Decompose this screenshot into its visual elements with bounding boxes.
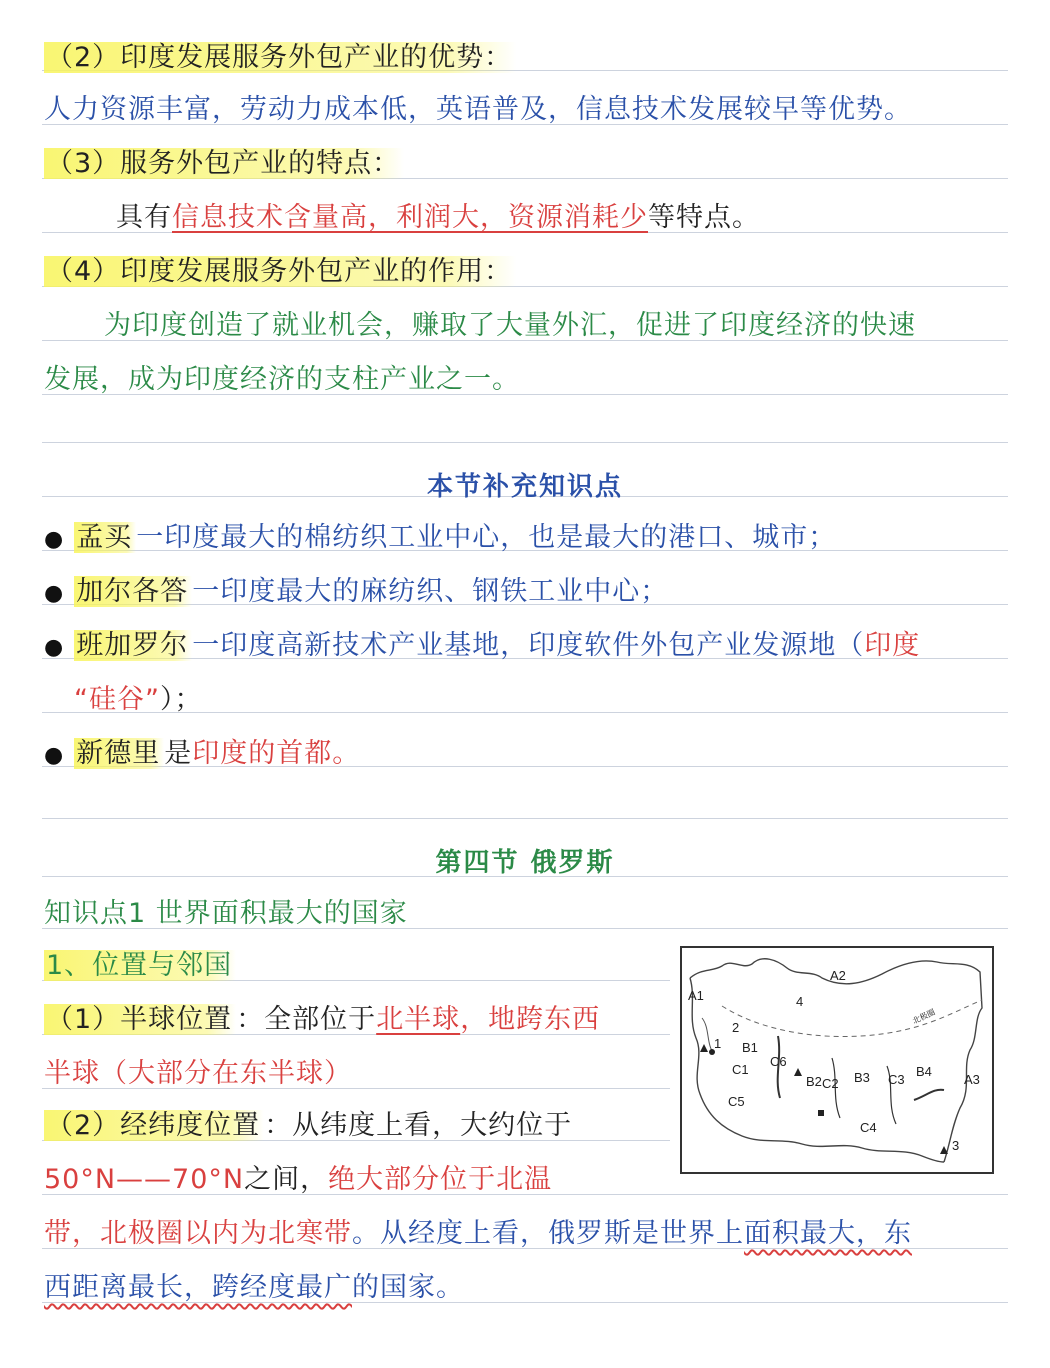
map-label: A1	[688, 988, 704, 1003]
russia-map-svg	[682, 948, 992, 1172]
supplement-item-bangalore	[44, 626, 1004, 668]
q2-title-text: （2）印度发展服务外包产业的优势：	[44, 42, 516, 73]
map-label: B4	[916, 1064, 932, 1079]
latlon-zone: 绝大部分位于北温	[328, 1164, 553, 1195]
hemisphere-north: 北半球	[376, 1004, 461, 1035]
bullet-icon: ●	[44, 635, 65, 660]
map-label: C2	[822, 1076, 839, 1091]
supplement-item-kolkata	[44, 572, 1004, 614]
river-3	[914, 1090, 944, 1100]
hemisphere-rest: ，地跨东西	[460, 1004, 601, 1035]
latlon-line3-blue: 。从经度上看，俄罗斯是世界上	[352, 1218, 744, 1249]
map-label: 3	[952, 1138, 960, 1153]
map-label: 2	[732, 1020, 740, 1035]
q3-prefix: 具有	[116, 202, 172, 233]
q3-title	[44, 144, 1004, 184]
marker-triangle	[794, 1068, 802, 1076]
kp1-title	[44, 894, 1004, 934]
latlon-line4-wavy: 西距离最长，跨经度最广	[44, 1272, 352, 1303]
q2-answer: 人力资源丰富，劳动力成本低，英语普及，信息技术发展较早等优势。	[44, 94, 912, 125]
bangalore-line2-tail: ）；	[159, 684, 203, 715]
city-newdelhi: 新德里	[74, 738, 164, 769]
q3-title-text: （3）服务外包产业的特点：	[44, 148, 404, 179]
russia-heading: 第四节 俄罗斯	[435, 848, 615, 878]
russia-map	[680, 946, 994, 1174]
latlon-line2	[44, 1160, 650, 1200]
supplement-heading: 本节补充知识点	[426, 472, 623, 502]
map-label: C3	[888, 1072, 905, 1087]
bullet-icon: ●	[44, 743, 65, 768]
hemisphere-line1	[44, 1000, 650, 1040]
map-label: A2	[830, 968, 846, 983]
map-label: A3	[964, 1072, 980, 1087]
q3-answer	[116, 198, 1004, 238]
kolkata-text: 一印度最大的麻纺织、钢铁工业中心；	[192, 576, 669, 607]
latlon-line4	[44, 1268, 1004, 1308]
supplement-item-mumbai	[44, 518, 1004, 560]
bullet-icon: ●	[44, 527, 65, 552]
latlon-range: 50°N——70°N	[44, 1164, 245, 1195]
supplement-item-bangalore-line2	[74, 680, 1004, 720]
map-label: C4	[860, 1120, 877, 1135]
latlon-line4-tail: 的国家。	[352, 1272, 464, 1303]
map-label: B1	[742, 1040, 758, 1055]
mumbai-text: 一印度最大的棉纺织工业中心，也是最大的港口、城市；	[136, 522, 837, 553]
map-label-arctic-circle: 北极圈	[911, 1007, 937, 1026]
latlon-colon: ：从纬度上看，大约位于	[264, 1110, 573, 1141]
newdelhi-text: 是	[164, 738, 193, 769]
map-label: C5	[728, 1094, 745, 1109]
silicon-valley-text: “硅谷”	[74, 684, 160, 715]
latlon-label: （2）经纬度位置	[44, 1110, 264, 1141]
kp1-title-text: 知识点1 世界面积最大的国家	[44, 898, 408, 929]
q4-answer-line1: 为印度创造了就业机会，赚取了大量外汇，促进了印度经济的快速	[104, 310, 916, 341]
map-label: B3	[854, 1070, 870, 1085]
q4-title-text: （4）印度发展服务外包产业的作用：	[44, 256, 516, 287]
bangalore-text: 一印度高新技术产业基地，印度软件外包产业发源地（	[192, 630, 865, 661]
q3-suffix: 等特点。	[648, 202, 760, 233]
city-marker-square	[818, 1110, 824, 1116]
q4-title	[44, 252, 1004, 292]
hemisphere-label: （1）半球位置	[44, 1004, 236, 1035]
map-label: C6	[770, 1054, 787, 1069]
bangalore-red-text: 印度	[864, 630, 921, 661]
q2-title	[44, 38, 1004, 78]
newdelhi-red-text: 印度的首都。	[192, 738, 361, 769]
map-label: B2	[806, 1074, 822, 1089]
latlon-line3	[44, 1214, 1004, 1254]
city-bangalore: 班加罗尔	[74, 630, 192, 661]
latlon-line1	[44, 1106, 650, 1146]
map-south-border	[690, 978, 944, 1162]
map-label: 4	[796, 994, 804, 1009]
hemisphere-line2: 半球（大部分在东半球）	[44, 1058, 352, 1089]
sub1-title-text: 1、位置与邻国	[44, 950, 236, 981]
marker-triangle	[700, 1044, 708, 1052]
city-kolkata: 加尔各答	[74, 576, 192, 607]
bullet-icon: ●	[44, 581, 65, 606]
map-label: C1	[732, 1062, 749, 1077]
latlon-between: 之间，	[244, 1164, 329, 1195]
supplement-item-newdelhi	[44, 734, 1004, 776]
q3-keywords: 信息技术含量高，利润大，资源消耗少	[172, 202, 648, 233]
map-label: 1	[714, 1036, 722, 1051]
latlon-line3-red: 带，北极圈以内为北寒带	[44, 1218, 352, 1249]
city-mumbai: 孟买	[74, 522, 136, 553]
hemisphere-colon: ：全部位于	[236, 1004, 377, 1035]
q4-answer-line2: 发展，成为印度经济的支柱产业之一。	[44, 364, 520, 395]
latlon-line3-wavy: 面积最大，东	[744, 1218, 912, 1249]
arctic-circle-line	[722, 1000, 982, 1037]
